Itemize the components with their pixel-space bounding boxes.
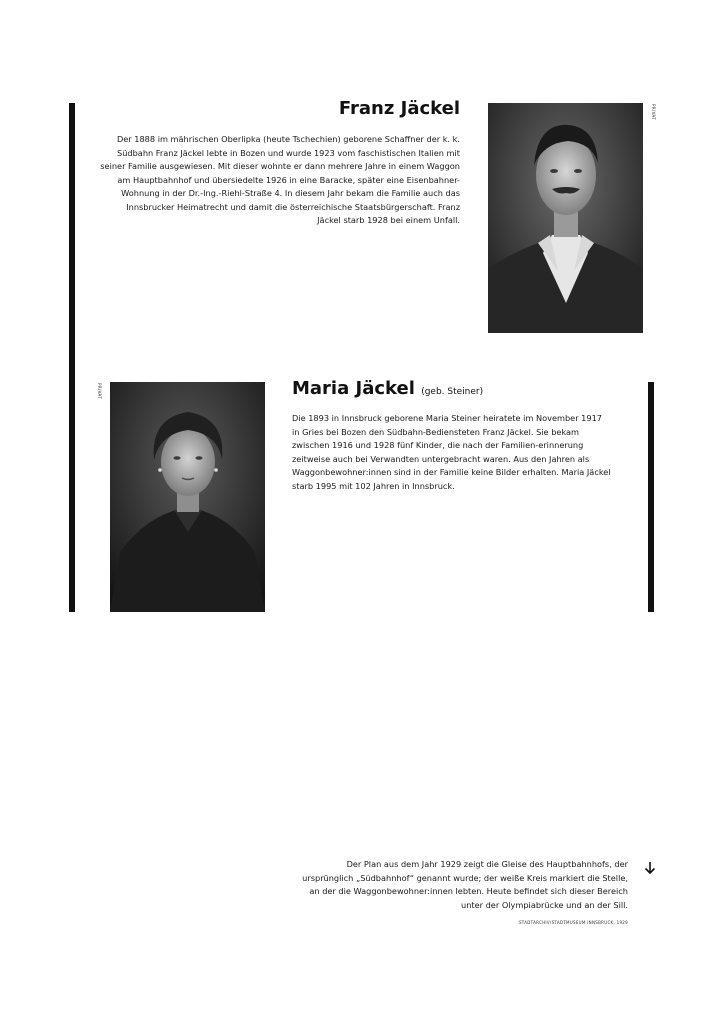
arrow-down-icon [644,861,656,875]
franz-bio: Der 1888 im mährischen Oberlipka (heute Tschechien) geborene Schaffner der k. k. Südbahn Franz Jäckel lebte in Bozen und wurde 1923 vom faschistischen Italien mit seiner Familie ausgewiesen. Mit dieser wohnte er dann mehrere Jahre in einem Waggon am Hauptbahnhof und übersiedelte 1926 in eine Baracke, später eine Eisenbahner-Wohnung in der Dr.-Ing.-Riehl-Straße 4. In diesem Jahr bekam die Familie auch das Innsbrucker Heimatrecht und damit die österreichische Staatsbürgerschaft. Franz Jäckel starb 1928 bei einem Unfall. [100,134,460,225]
franz-portrait-photo [488,103,643,333]
maria-maiden-name: (geb. Steiner) [421,387,484,397]
right-accent-bar [648,382,654,612]
maria-portrait-photo [110,382,265,612]
maria-bio: Die 1893 in Innsbruck geborene Maria Steiner heiratete im November 1917 in Gries bei Bozen den Südbahn-Bediensteten Franz Jäckel. Sie bekam zwischen 1916 und 1928 fünf Kinder, die nach der Familien-erinnerung zeitweise auch bei Verwandten untergebracht waren. Aus den Jahren als Waggonbewohner:innen sind in der Familie keine Bilder erhalten. Maria Jäckel starb 1995 mit 102 Jahren in Innsbruck. [292,413,611,491]
franz-portrait-image [488,103,643,333]
franz-photo-credit: PRIVAT [651,104,656,121]
left-accent-bar [69,103,75,612]
franz-name-heading: Franz Jäckel [338,98,460,119]
map-credit: STADTARCHIV/STADTMUSEUM INNSBRUCK, 1929 [518,920,628,925]
maria-portrait-image [110,382,265,612]
maria-photo-credit: PRIVAT [97,383,102,400]
map-caption: Der Plan aus dem Jahr 1929 zeigt die Gleise des Hauptbahnhofs, der ursprünglich „Südbahnhof“ genannt wurde; der weiße Kreis markiert die Stelle, an der die Waggonbewohner:innen lebten. Heute befindet sich dieser Bereich unter der Olympiabrücke und an der Sill. [302,859,628,910]
maria-name-heading: Maria Jäckel (geb. Steiner) [292,378,484,399]
